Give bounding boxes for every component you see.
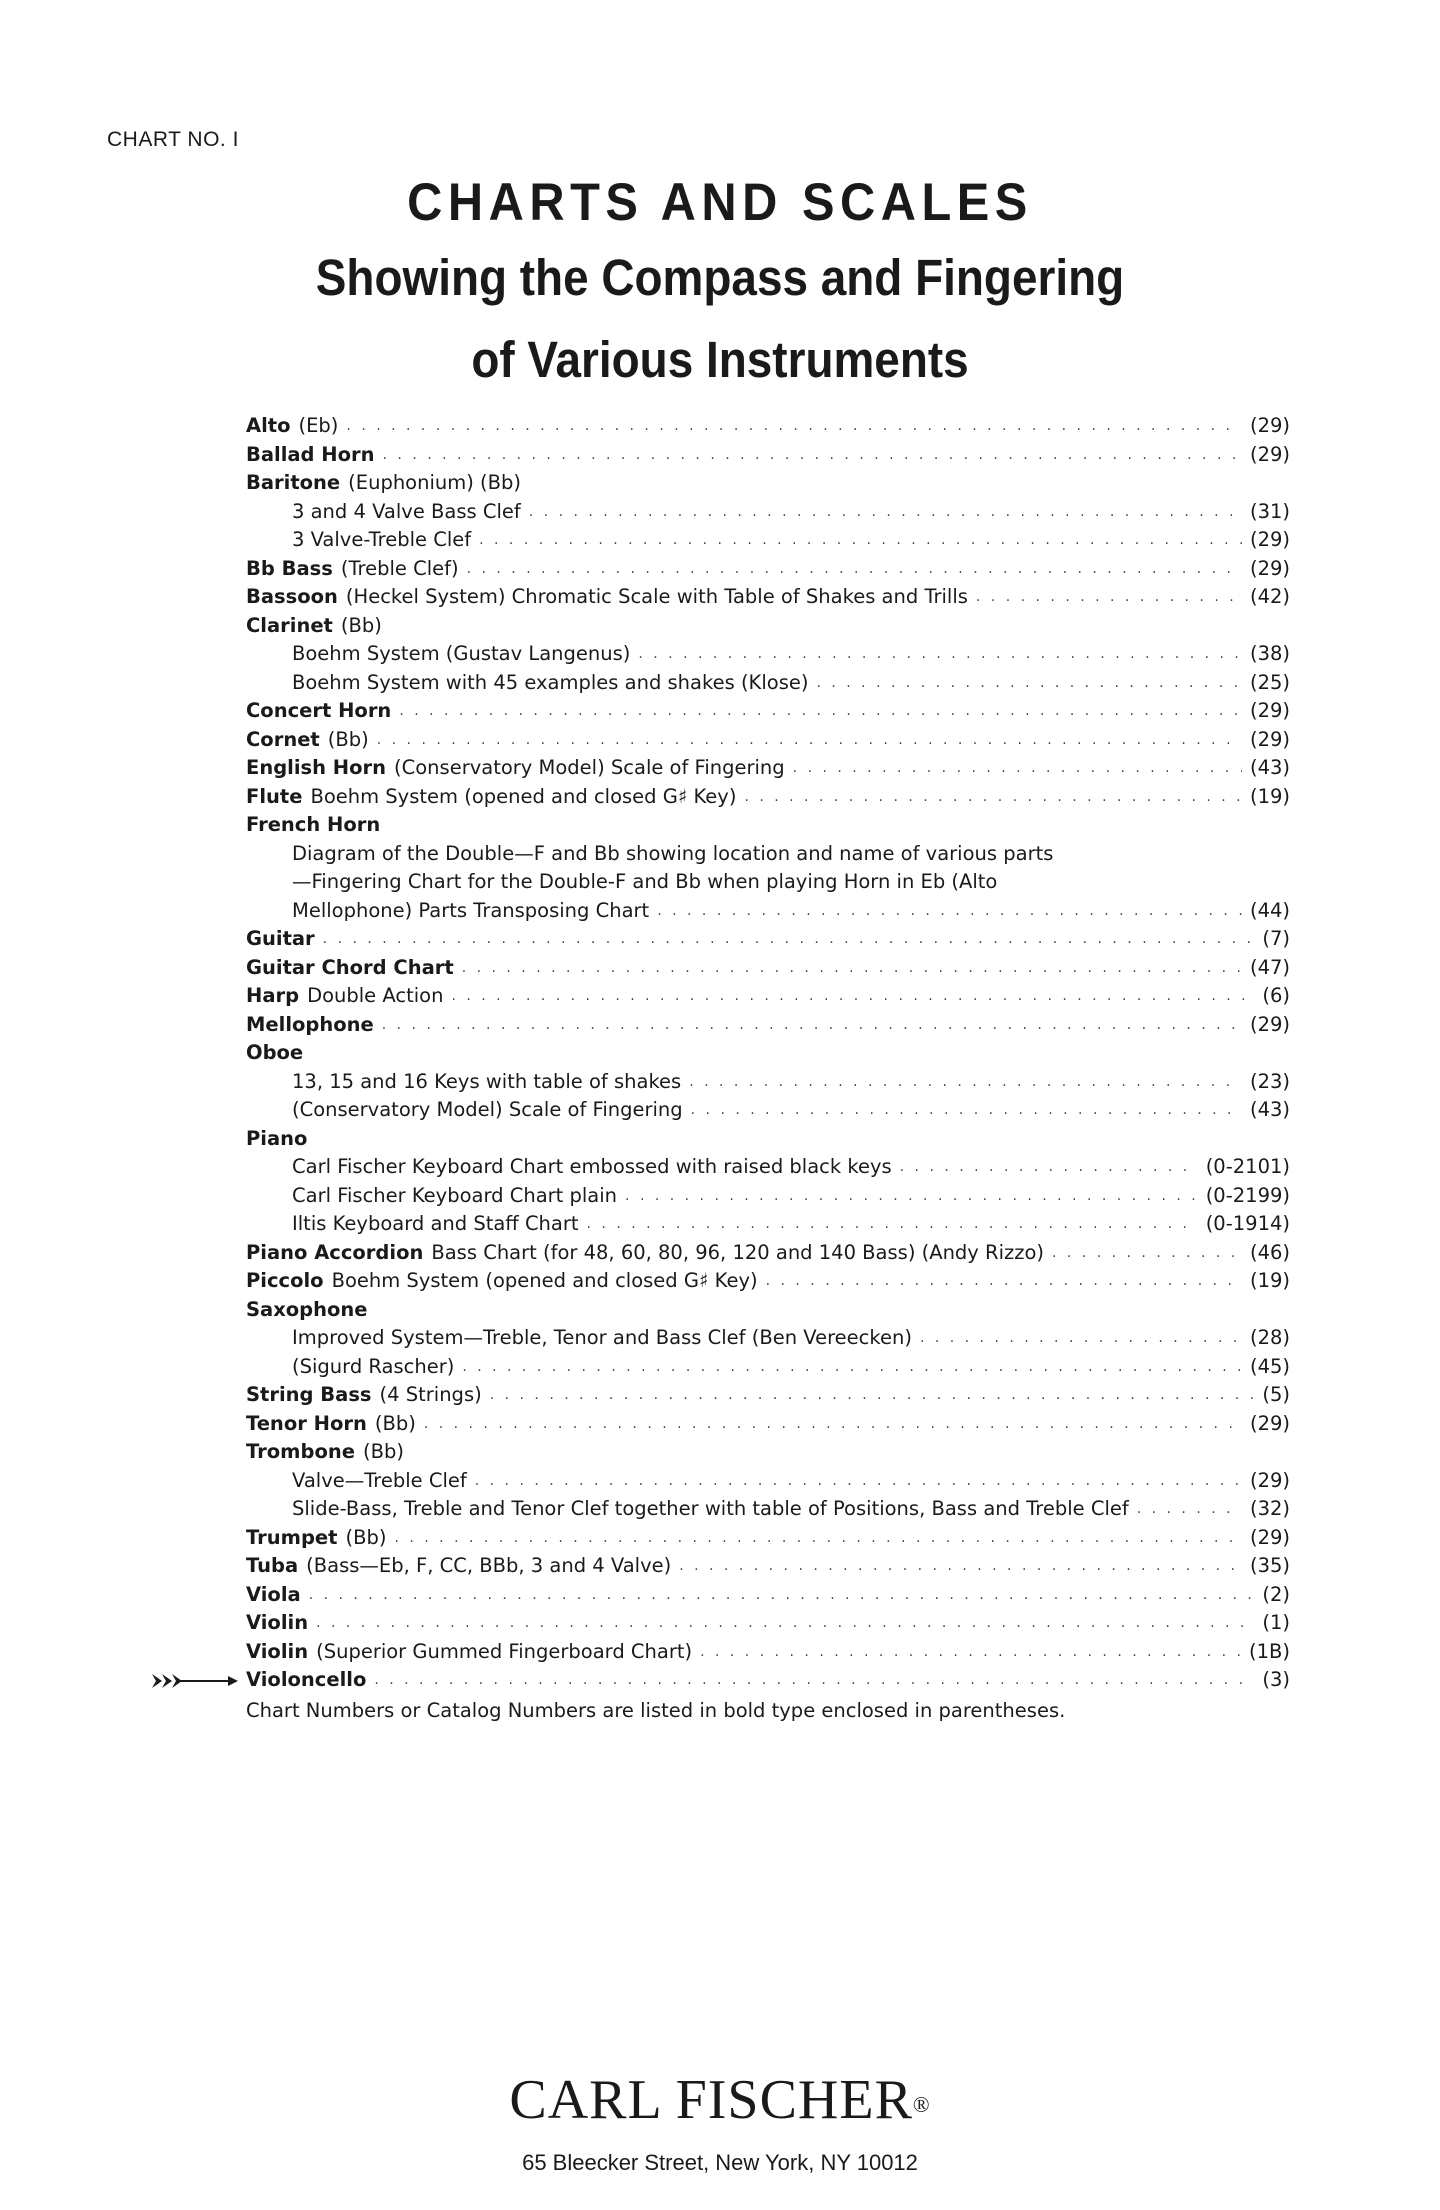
sub-entry-chart-number: (32) [1249,1497,1290,1520]
sub-entry [246,1324,1290,1353]
leader-dots [490,1381,1255,1410]
leader-dots [374,1666,1254,1695]
sub-entry-text: Carl Fischer Keyboard Chart plain [292,1183,618,1207]
entry-detail: Double Action [307,984,444,1007]
sub-entry [246,1182,1290,1211]
index-entry [246,1125,1290,1154]
sub-entry-chart-number: (29) [1249,528,1290,551]
entry-name: Tenor Horn [246,1411,367,1435]
index-entry [246,1296,1290,1325]
entry-name: Guitar Chord Chart [246,955,454,979]
leader-dots [399,697,1242,726]
sub-entry-chart-number: (45) [1249,1354,1290,1378]
entry-name: Baritone [246,471,341,494]
entry-detail: (4 Strings) [379,1383,482,1406]
entry-chart-number: (43) [1249,756,1290,779]
entry-chart-number: (29) [1249,442,1290,466]
entry-chart-number: (1) [1262,1611,1290,1634]
entry-name: Viola [246,1582,301,1606]
entry-chart-number: (3) [1262,1668,1290,1691]
entry-chart-number: (29) [1249,414,1290,437]
entry-chart-number: (2) [1262,1582,1290,1606]
entry-description-line [246,868,1290,897]
entry-name: Piccolo [246,1269,324,1292]
leader-dots [462,954,1242,983]
entry-chart-number: (29) [1249,727,1290,751]
sub-entry-text: (Sigurd Rascher) [292,1354,455,1378]
sub-entry [246,1353,1290,1382]
sub-entry-text: 13, 15 and 16 Keys with table of shakes [292,1069,682,1093]
entry-detail: (Bb) [362,1440,404,1463]
entry-name: Mellophone [246,1012,374,1036]
entry-name: Cornet [246,727,320,751]
entry-name: String Bass [246,1383,372,1406]
pointer-arrow-icon [150,1670,240,1692]
index-entry [246,612,1290,641]
leader-dots [451,982,1254,1011]
index-entry [246,925,1290,954]
index-entry [246,982,1290,1011]
sub-entry [246,498,1290,527]
leader-dots [309,1581,1255,1610]
leader-dots [976,583,1242,612]
entry-chart-number: (47) [1249,955,1290,979]
entry-name: Violoncello [246,1668,367,1691]
registered-mark: ® [912,2092,931,2118]
sub-entry-chart-number: (29) [1249,1468,1290,1492]
sub-entry-chart-number: (25) [1249,670,1290,694]
leader-dots [479,526,1242,555]
index-entry [246,1239,1290,1268]
leader-dots [920,1324,1242,1353]
chart-number-label: CHART NO. I [107,128,239,151]
sub-entry-chart-number: (31) [1249,499,1290,523]
entry-detail: (Bb) [374,1411,416,1435]
entry-chart-number: (5) [1262,1383,1290,1406]
entry-detail: (Bb) [327,727,369,751]
entry-chart-number: (35) [1249,1554,1290,1577]
index-entry [246,469,1290,498]
index-entry [246,555,1290,584]
leader-dots [691,1096,1242,1125]
entry-detail: (Bb) [340,613,382,637]
entry-name: Guitar [246,927,315,950]
entry-name: Harp [246,984,300,1007]
sub-entry [246,1068,1290,1097]
index-entry [246,1638,1290,1667]
index-entry [246,1039,1290,1068]
entry-chart-number: (42) [1249,585,1290,608]
leader-dots [657,897,1242,926]
entry-chart-number: (6) [1262,984,1290,1007]
entry-chart-number: (1B) [1249,1639,1290,1663]
entry-name: Trumpet [246,1525,338,1549]
sub-entry [246,897,1290,926]
sub-entry-chart-number: (0-1914) [1205,1212,1290,1235]
sub-entry [246,669,1290,698]
sub-entry-chart-number: (0-2101) [1205,1155,1290,1178]
sub-entry-chart-number: (0-2199) [1205,1183,1290,1207]
entry-detail: (Superior Gummed Fingerboard Chart) [316,1639,693,1663]
leader-dots [323,925,1255,954]
index-entry [246,1666,1290,1695]
entry-detail: (Euphonium) (Bb) [348,471,522,494]
sub-entry-text: Mellophone) Parts Transposing Chart [292,898,650,922]
leader-dots [638,640,1242,669]
entry-chart-number: (29) [1249,699,1290,722]
entry-name: Oboe [246,1041,304,1064]
index-entry [246,1410,1290,1439]
sub-entry-text: Boehm System (Gustav Langenus) [292,642,631,665]
index-entry [246,1381,1290,1410]
sub-entry-chart-number: (28) [1249,1326,1290,1349]
entry-name: Piano [246,1126,308,1150]
entry-chart-number: (29) [1249,1525,1290,1549]
index-entry [246,726,1290,755]
leader-dots [766,1267,1242,1296]
entry-name: Violin [246,1639,309,1663]
leader-dots [394,1524,1242,1553]
sub-entry [246,1096,1290,1125]
publisher-name-text: CARL FISCHER [509,2069,913,2131]
publisher-name [0,2068,1440,2132]
page-subtitle-line2: of Various Instruments [471,331,969,388]
entry-chart-number: (29) [1249,1012,1290,1036]
entry-detail: (Heckel System) Chromatic Scale with Table of Shakes and Trills [345,585,968,608]
sub-entry-chart-number: (44) [1249,898,1290,922]
leader-dots [529,498,1242,527]
leader-dots [744,783,1242,812]
sub-entry-chart-number: (23) [1249,1069,1290,1093]
page-title: CHARTS AND SCALES [407,173,1033,232]
entry-name: Alto [246,414,291,437]
entry-chart-number: (19) [1249,1269,1290,1292]
publisher-address: 65 Bleecker Street, New York, NY 10012 [522,2150,918,2175]
entry-name: Piano Accordion [246,1240,424,1264]
sub-entry-chart-number: (43) [1249,1098,1290,1121]
leader-dots [462,1353,1242,1382]
entry-detail: (Eb) [298,414,339,437]
sub-entry-text: (Conservatory Model) Scale of Fingering [292,1098,683,1121]
entry-name: Flute [246,784,303,808]
leader-dots [816,669,1242,698]
leader-dots [625,1182,1198,1211]
entry-name: Tuba [246,1554,299,1577]
page-subtitle: Showing the Compass and Fingering [315,249,1125,306]
sub-entry-text: Valve—Treble Clef [292,1468,467,1492]
sub-entry [246,1495,1290,1524]
sub-entry-text: Iltis Keyboard and Staff Chart [292,1212,579,1235]
sub-entry-text: Improved System—Treble, Tenor and Bass Clef (Ben Vereecken) [292,1326,912,1349]
sub-entry-text: Boehm System with 45 examples and shakes (Klose) [292,670,809,694]
entry-name: Saxophone [246,1297,368,1321]
index-entry [246,1267,1290,1296]
sub-entry [246,1153,1290,1182]
leader-dots [346,412,1242,441]
leader-dots [1052,1239,1242,1268]
entry-chart-number: (19) [1249,784,1290,808]
entry-chart-number: (29) [1249,556,1290,580]
sub-entry [246,526,1290,555]
index-entry [246,811,1290,840]
entry-name: Bassoon [246,585,338,608]
leader-dots [382,1011,1242,1040]
index-entry [246,1438,1290,1467]
leader-dots [316,1609,1254,1638]
entry-detail: Bass Chart (for 48, 60, 80, 96, 120 and 140 Bass) (Andy Rizzo) [431,1240,1045,1264]
leader-dots [900,1153,1198,1182]
entry-chart-number: (46) [1249,1240,1290,1264]
entry-name: Trombone [246,1440,355,1463]
leader-dots [679,1552,1242,1581]
sub-entry-text: 3 Valve-Treble Clef [292,528,472,551]
entry-name: English Horn [246,756,387,779]
index-entry [246,783,1290,812]
leader-dots [383,441,1242,470]
leader-dots [475,1467,1242,1496]
leader-dots [700,1638,1241,1667]
entry-description: Diagram of the Double—F and Bb showing location and name of various parts [292,841,1054,865]
entry-name: Clarinet [246,613,333,637]
entry-detail: (Treble Clef) [340,556,459,580]
index-entry [246,1552,1290,1581]
index-entry [246,754,1290,783]
leader-dots [793,754,1242,783]
index-entry [246,1581,1290,1610]
entry-detail: Boehm System (opened and closed G♯ Key) [310,784,737,808]
sub-entry [246,1467,1290,1496]
index-entry [246,697,1290,726]
entry-detail: (Bb) [345,1525,387,1549]
index-entry [246,1524,1290,1553]
entry-name: Concert Horn [246,699,392,722]
sub-entry [246,640,1290,669]
sub-entry [246,1210,1290,1239]
leader-dots [467,555,1242,584]
sub-entry-text: Slide-Bass, Treble and Tenor Clef together with table of Positions, Bass and Treble Clef [292,1497,1129,1520]
entry-detail: (Conservatory Model) Scale of Fingering [394,756,785,779]
index-entry [246,1609,1290,1638]
index-entry [246,1011,1290,1040]
index-entry [246,583,1290,612]
entry-chart-number: (29) [1249,1411,1290,1435]
index-entry [246,441,1290,470]
entry-chart-number: (7) [1262,927,1290,950]
entry-name: Bb Bass [246,556,333,580]
index-entry [246,954,1290,983]
leader-dots [377,726,1242,755]
leader-dots [424,1410,1242,1439]
entry-detail: (Bass—Eb, F, CC, BBb, 3 and 4 Valve) [306,1554,672,1577]
entry-detail: Boehm System (opened and closed G♯ Key) [331,1269,758,1292]
entry-name: Violin [246,1611,309,1634]
sub-entry-text: Carl Fischer Keyboard Chart embossed with raised black keys [292,1155,892,1178]
footnote: Chart Numbers or Catalog Numbers are listed in bold type enclosed in parentheses. [246,1698,1066,1722]
entry-description-line [246,840,1290,869]
leader-dots [689,1068,1242,1097]
entry-name: French Horn [246,813,381,836]
index-entry [246,412,1290,441]
leader-dots [587,1210,1198,1239]
entry-description: —Fingering Chart for the Double-F and Bb when playing Horn in Eb (Alto [292,870,998,893]
leader-dots [1137,1495,1242,1524]
instrument-index [246,412,1290,1725]
entry-name: Ballad Horn [246,442,375,466]
sub-entry-text: 3 and 4 Valve Bass Clef [292,499,521,523]
sub-entry-chart-number: (38) [1249,642,1290,665]
